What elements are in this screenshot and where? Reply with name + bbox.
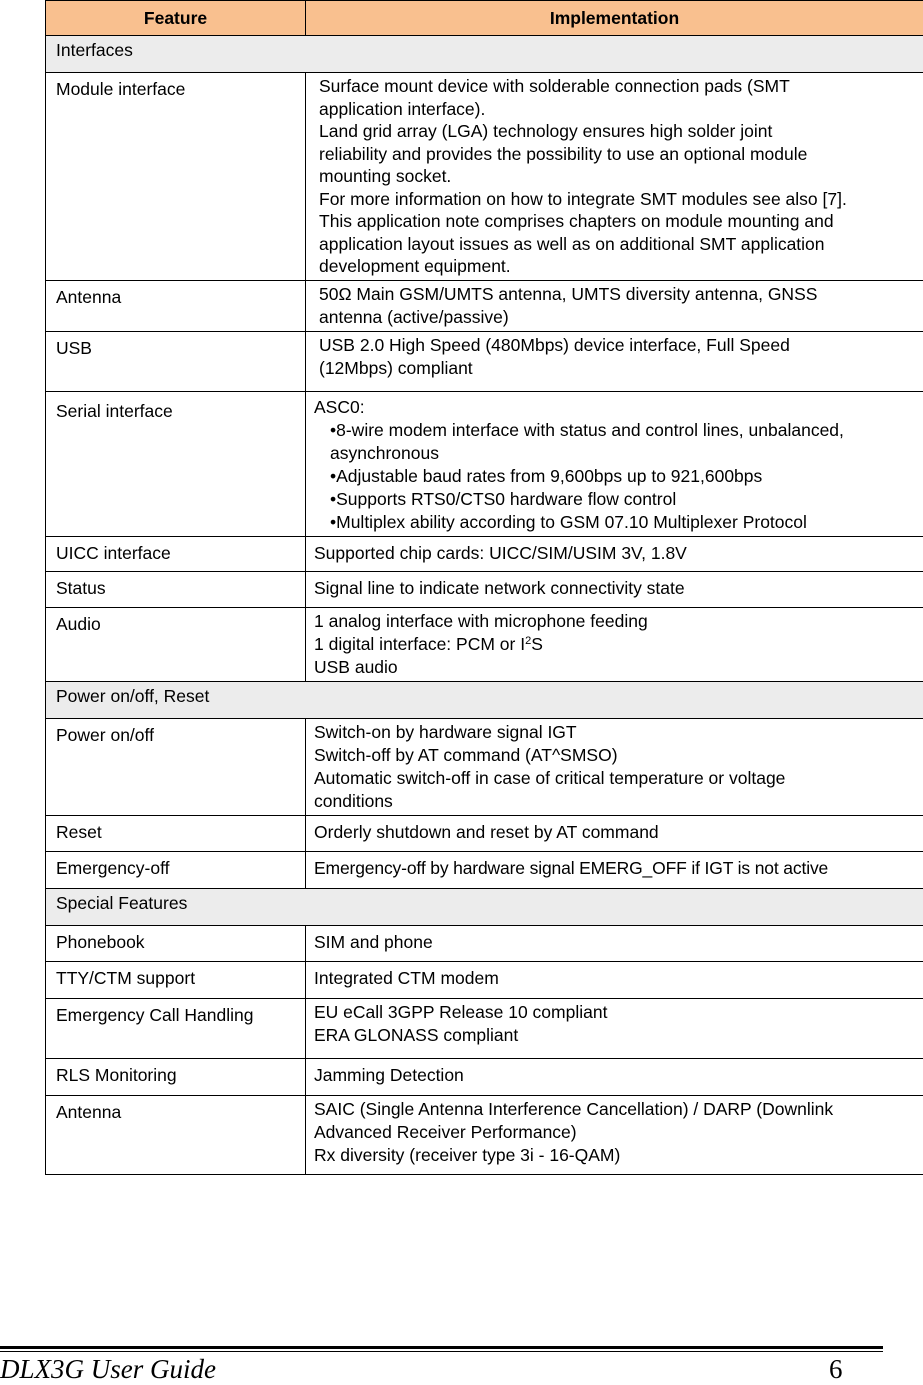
table-row [46,73,923,281]
list-item: •Multiplex ability according to GSM 07.10 Multiplexer Protocol [314,511,915,534]
implementation-cell [306,851,923,888]
section-title: Interfaces [46,36,923,73]
text-line: Switch-on by hardware signal IGT [314,721,915,744]
table-row [46,851,923,888]
implementation-cell [306,280,923,331]
section-row-power [46,681,923,718]
text-line: Advanced Receiver Performance) [314,1121,915,1144]
text-line: ASC0: [314,396,915,419]
feature-cell: Emergency Call Handling [46,998,306,1058]
feature-cell: UICC interface [46,536,306,571]
implementation-cell [306,571,923,607]
implementation-cell [306,998,923,1058]
text-line: conditions [314,790,915,813]
header-feature: Feature [46,1,306,36]
implementation-cell [306,718,923,815]
table-row [46,571,923,607]
feature-cell: Reset [46,815,306,851]
implementation-cell [306,1058,923,1095]
text-line: Surface mount device with solderable connection pads (SMT [319,75,915,98]
text-line: Supported chip cards: UICC/SIM/USIM 3V, 1.8V [314,542,915,565]
text-line: For more information on how to integrate SMT modules see also [7]. [319,188,915,211]
table-row [46,925,923,961]
table-row [46,331,923,391]
footer-rule-thin [0,1351,883,1352]
superscript: 2 [525,635,531,647]
implementation-cell [306,73,923,281]
text-line: 1 analog interface with microphone feeding [314,610,915,633]
text-fragment: 1 digital interface: PCM or I [314,634,525,654]
text-line: mounting socket. [319,165,915,188]
feature-cell: Module interface [46,73,306,281]
section-title: Special Features [46,888,923,925]
feature-cell: Status [46,571,306,607]
implementation-cell [306,815,923,851]
table-row [46,718,923,815]
text-line: USB audio [314,656,915,679]
text-line: Land grid array (LGA) technology ensures high solder joint [319,120,915,143]
table-row [46,1058,923,1095]
feature-cell: Emergency-off [46,851,306,888]
implementation-cell [306,961,923,998]
table-row [46,1095,923,1174]
table-row [46,815,923,851]
text-line: Orderly shutdown and reset by AT command [314,821,915,844]
text-line: application interface). [319,98,915,121]
text-line: Switch-off by AT command (AT^SMSO) [314,744,915,767]
table-row [46,280,923,331]
text-line: Rx diversity (receiver type 3i - 16-QAM) [314,1144,915,1167]
table-row [46,961,923,998]
text-line: SIM and phone [314,931,915,954]
text-line [314,633,915,656]
header-implementation: Implementation [306,1,923,36]
section-row-interfaces [46,36,923,73]
feature-table [45,0,923,1175]
feature-cell: USB [46,331,306,391]
implementation-cell [306,1095,923,1174]
text-fragment: S [531,634,543,654]
section-title: Power on/off, Reset [46,681,923,718]
table-row [46,607,923,681]
footer-rule [0,1346,883,1349]
implementation-cell [306,331,923,391]
feature-cell: Antenna [46,1095,306,1174]
text-line: antenna (active/passive) [319,306,915,329]
table-row [46,391,923,536]
table-row [46,536,923,571]
text-line: (12Mbps) compliant [319,357,915,380]
feature-cell: TTY/CTM support [46,961,306,998]
feature-cell: Antenna [46,280,306,331]
table-header-row [46,1,923,36]
list-item: •Supports RTS0/CTS0 hardware flow control [314,488,915,511]
text-line: 50Ω Main GSM/UMTS antenna, UMTS diversity antenna, GNSS [319,283,915,306]
text-line: EU eCall 3GPP Release 10 compliant [314,1001,915,1024]
feature-cell: Serial interface [46,391,306,536]
text-line: Automatic switch-off in case of critical temperature or voltage [314,767,915,790]
text-line: USB 2.0 High Speed (480Mbps) device interface, Full Speed [319,334,915,357]
feature-cell: RLS Monitoring [46,1058,306,1095]
text-line: development equipment. [319,255,915,278]
text-line: application layout issues as well as on additional SMT application [319,233,915,256]
feature-cell: Audio [46,607,306,681]
implementation-cell [306,536,923,571]
implementation-cell [306,925,923,961]
table-row [46,998,923,1058]
text-line: Integrated CTM modem [314,967,915,990]
footer-page-number: 6 [829,1353,843,1385]
text-line: Signal line to indicate network connectivity state [314,577,915,600]
text-line: Jamming Detection [314,1064,915,1087]
feature-cell: Power on/off [46,718,306,815]
text-line: SAIC (Single Antenna Interference Cancellation) / DARP (Downlink [314,1098,915,1121]
implementation-cell [306,391,923,536]
feature-cell: Phonebook [46,925,306,961]
text-line: reliability and provides the possibility to use an optional module [319,143,915,166]
list-item: asynchronous [314,442,915,465]
implementation-cell [306,607,923,681]
text-line: This application note comprises chapters on module mounting and [319,210,915,233]
section-row-special [46,888,923,925]
text-line: Emergency-off by hardware signal EMERG_OFF if IGT is not active [314,857,923,880]
list-item: •Adjustable baud rates from 9,600bps up to 921,600bps [314,465,915,488]
footer-document-title: DLX3G User Guide [0,1353,216,1385]
text-line: ERA GLONASS compliant [314,1024,915,1047]
list-item: •8-wire modem interface with status and control lines, unbalanced, [314,419,915,442]
